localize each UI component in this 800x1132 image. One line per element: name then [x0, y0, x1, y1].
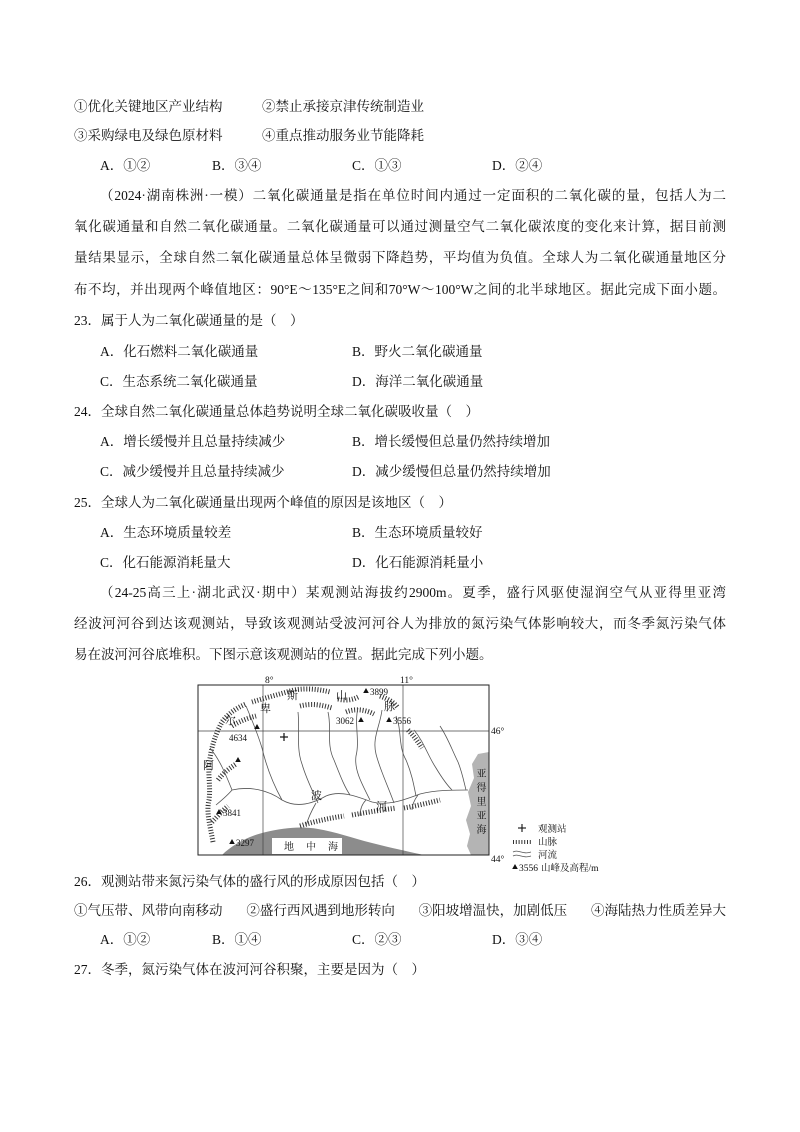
range-name-char: 山 [336, 690, 347, 702]
range-name-char: 卑 [260, 703, 271, 715]
choice-a: A．化石燃料二氧化碳通量 [100, 344, 259, 359]
choice-d: D．③④ [492, 932, 543, 947]
adriatic-sea-label: 亚得里亚海 [474, 768, 485, 838]
latitude-label: 46° [491, 727, 505, 737]
choice-d: D．②④ [492, 158, 543, 173]
choice-d: D．减少缓慢但总量仍然持续增加 [352, 464, 551, 479]
choice-a: A．生态环境质量较差 [100, 525, 232, 540]
mediterranean-label: 地中海 [284, 842, 350, 853]
peak-elevation: 4634 [229, 733, 247, 743]
statement-3: ③采购绿电及绿色原材料 [74, 128, 223, 143]
statement-2: ②盛行西风遇到地形转向 [246, 903, 395, 918]
passage-line: 布不均，并出现两个峰值地区：90°E～135°E之间和70°W～100°W之间的北半球地区。据此完成下面小题。 [74, 282, 726, 297]
latitude-label: 44° [491, 855, 505, 865]
passage-line: 经波河河谷到达该观测站，导致该观测站受波河河谷人为排放的氮污染气体影响较大，而冬季氮污染气体 [74, 616, 726, 631]
passage-line: 氧化碳通量和自然二氧化碳通量。二氧化碳通量可以通过测量空气二氧化碳浓度的变化来计算，据目前测 [74, 219, 726, 234]
question-stem: 24．全球自然二氧化碳通量总体趋势说明全球二氧化碳吸收量（ ） [74, 404, 479, 419]
choice-c: C．化石能源消耗量大 [100, 555, 231, 570]
choice-c: C．①③ [352, 158, 402, 173]
question-stem: 23．属于人为二氧化碳通量的是（ ） [74, 313, 304, 328]
range-name-char: 阿 [203, 760, 214, 772]
legend-station-label: 观测站 [538, 825, 567, 835]
peak-triangle-icon [512, 864, 518, 869]
choice-b: B．③④ [212, 158, 262, 173]
passage-line: （2024·湖南株洲·一模）二氧化碳通量是指在单位时间内通过一定面积的二氧化碳的量，包括人为二 [100, 188, 726, 203]
statement-2: ②禁止承接京津传统制造业 [262, 99, 424, 114]
station-location-map [190, 672, 670, 876]
map-background [198, 685, 489, 855]
question-stem: 25．全球人为二氧化碳通量出现两个峰值的原因是该地区（ ） [74, 495, 452, 510]
choice-a: A．增长缓慢并且总量持续减少 [100, 434, 286, 449]
choice-b: B．①④ [212, 932, 262, 947]
river-line-icon [513, 851, 531, 853]
legend-mountain-label: 山脉 [538, 838, 558, 848]
peak-elevation: 3899 [370, 687, 388, 697]
river-name-char: 波 [311, 790, 322, 802]
peak-elevation: 3556 [393, 716, 411, 726]
legend-peak-sample: 3556 [519, 864, 538, 874]
passage-line: 易在波河河谷底堆积。下图示意该观测站的位置。据此完成下列小题。 [74, 647, 493, 662]
question-stem: 27．冬季，氮污染气体在波河河谷积聚，主要是因为（ ） [74, 962, 425, 977]
observation-station-icon [518, 824, 526, 832]
statement-4: ④重点推动服务业节能降耗 [262, 128, 424, 143]
peak-elevation: 3297 [236, 838, 254, 848]
statement-3: ③阳坡增温快，加剧低压 [418, 903, 568, 918]
range-name-char: 脉 [384, 701, 395, 713]
choice-b: B．生态环境质量较好 [352, 525, 483, 540]
choice-b: B．增长缓慢但总量仍然持续增加 [352, 434, 551, 449]
statement-4: ④海陆热力性质差异大 [590, 903, 726, 918]
map-legend [512, 823, 599, 874]
longitude-label: 8° [265, 676, 274, 686]
statement-row [74, 900, 726, 922]
legend-peak-label: 山峰及高程/m [541, 864, 599, 874]
choice-c: C．②③ [352, 932, 402, 947]
choice-a: A．①② [100, 932, 151, 947]
passage-line: 量结果显示，全球自然二氧化碳通量总体呈微弱下降趋势，平均值为负值。全球人为二氧化碳通量地区分 [74, 250, 726, 265]
question-stem: 26．观测站带来氮污染气体的盛行风的形成原因包括（ ） [74, 874, 425, 889]
choice-b: B．野火二氧化碳通量 [352, 344, 483, 359]
choice-d: D．化石能源消耗量小 [352, 555, 484, 570]
river-name-char: 河 [376, 801, 387, 813]
choice-c: C．减少缓慢并且总量持续减少 [100, 464, 285, 479]
peak-elevation: 3062 [336, 716, 354, 726]
passage-line: （24-25高三上·湖北武汉·期中）某观测站海拔约2900m。夏季，盛行风驱使湿润空气从亚得里亚湾 [100, 585, 726, 600]
choice-a: A．①② [100, 158, 151, 173]
peak-elevation: 3841 [223, 808, 241, 818]
statement-1: ①气压带、风带向南移动 [74, 903, 223, 918]
legend-river-label: 河流 [538, 851, 558, 861]
statement-1: ①优化关键地区产业结构 [74, 99, 223, 114]
range-name-char: 尔 [225, 715, 236, 727]
choice-c: C．生态系统二氧化碳通量 [100, 374, 258, 389]
choice-d: D．海洋二氧化碳通量 [352, 374, 484, 389]
river-line-icon [513, 855, 531, 857]
range-name-char: 斯 [287, 690, 298, 702]
longitude-label: 11° [400, 676, 413, 686]
